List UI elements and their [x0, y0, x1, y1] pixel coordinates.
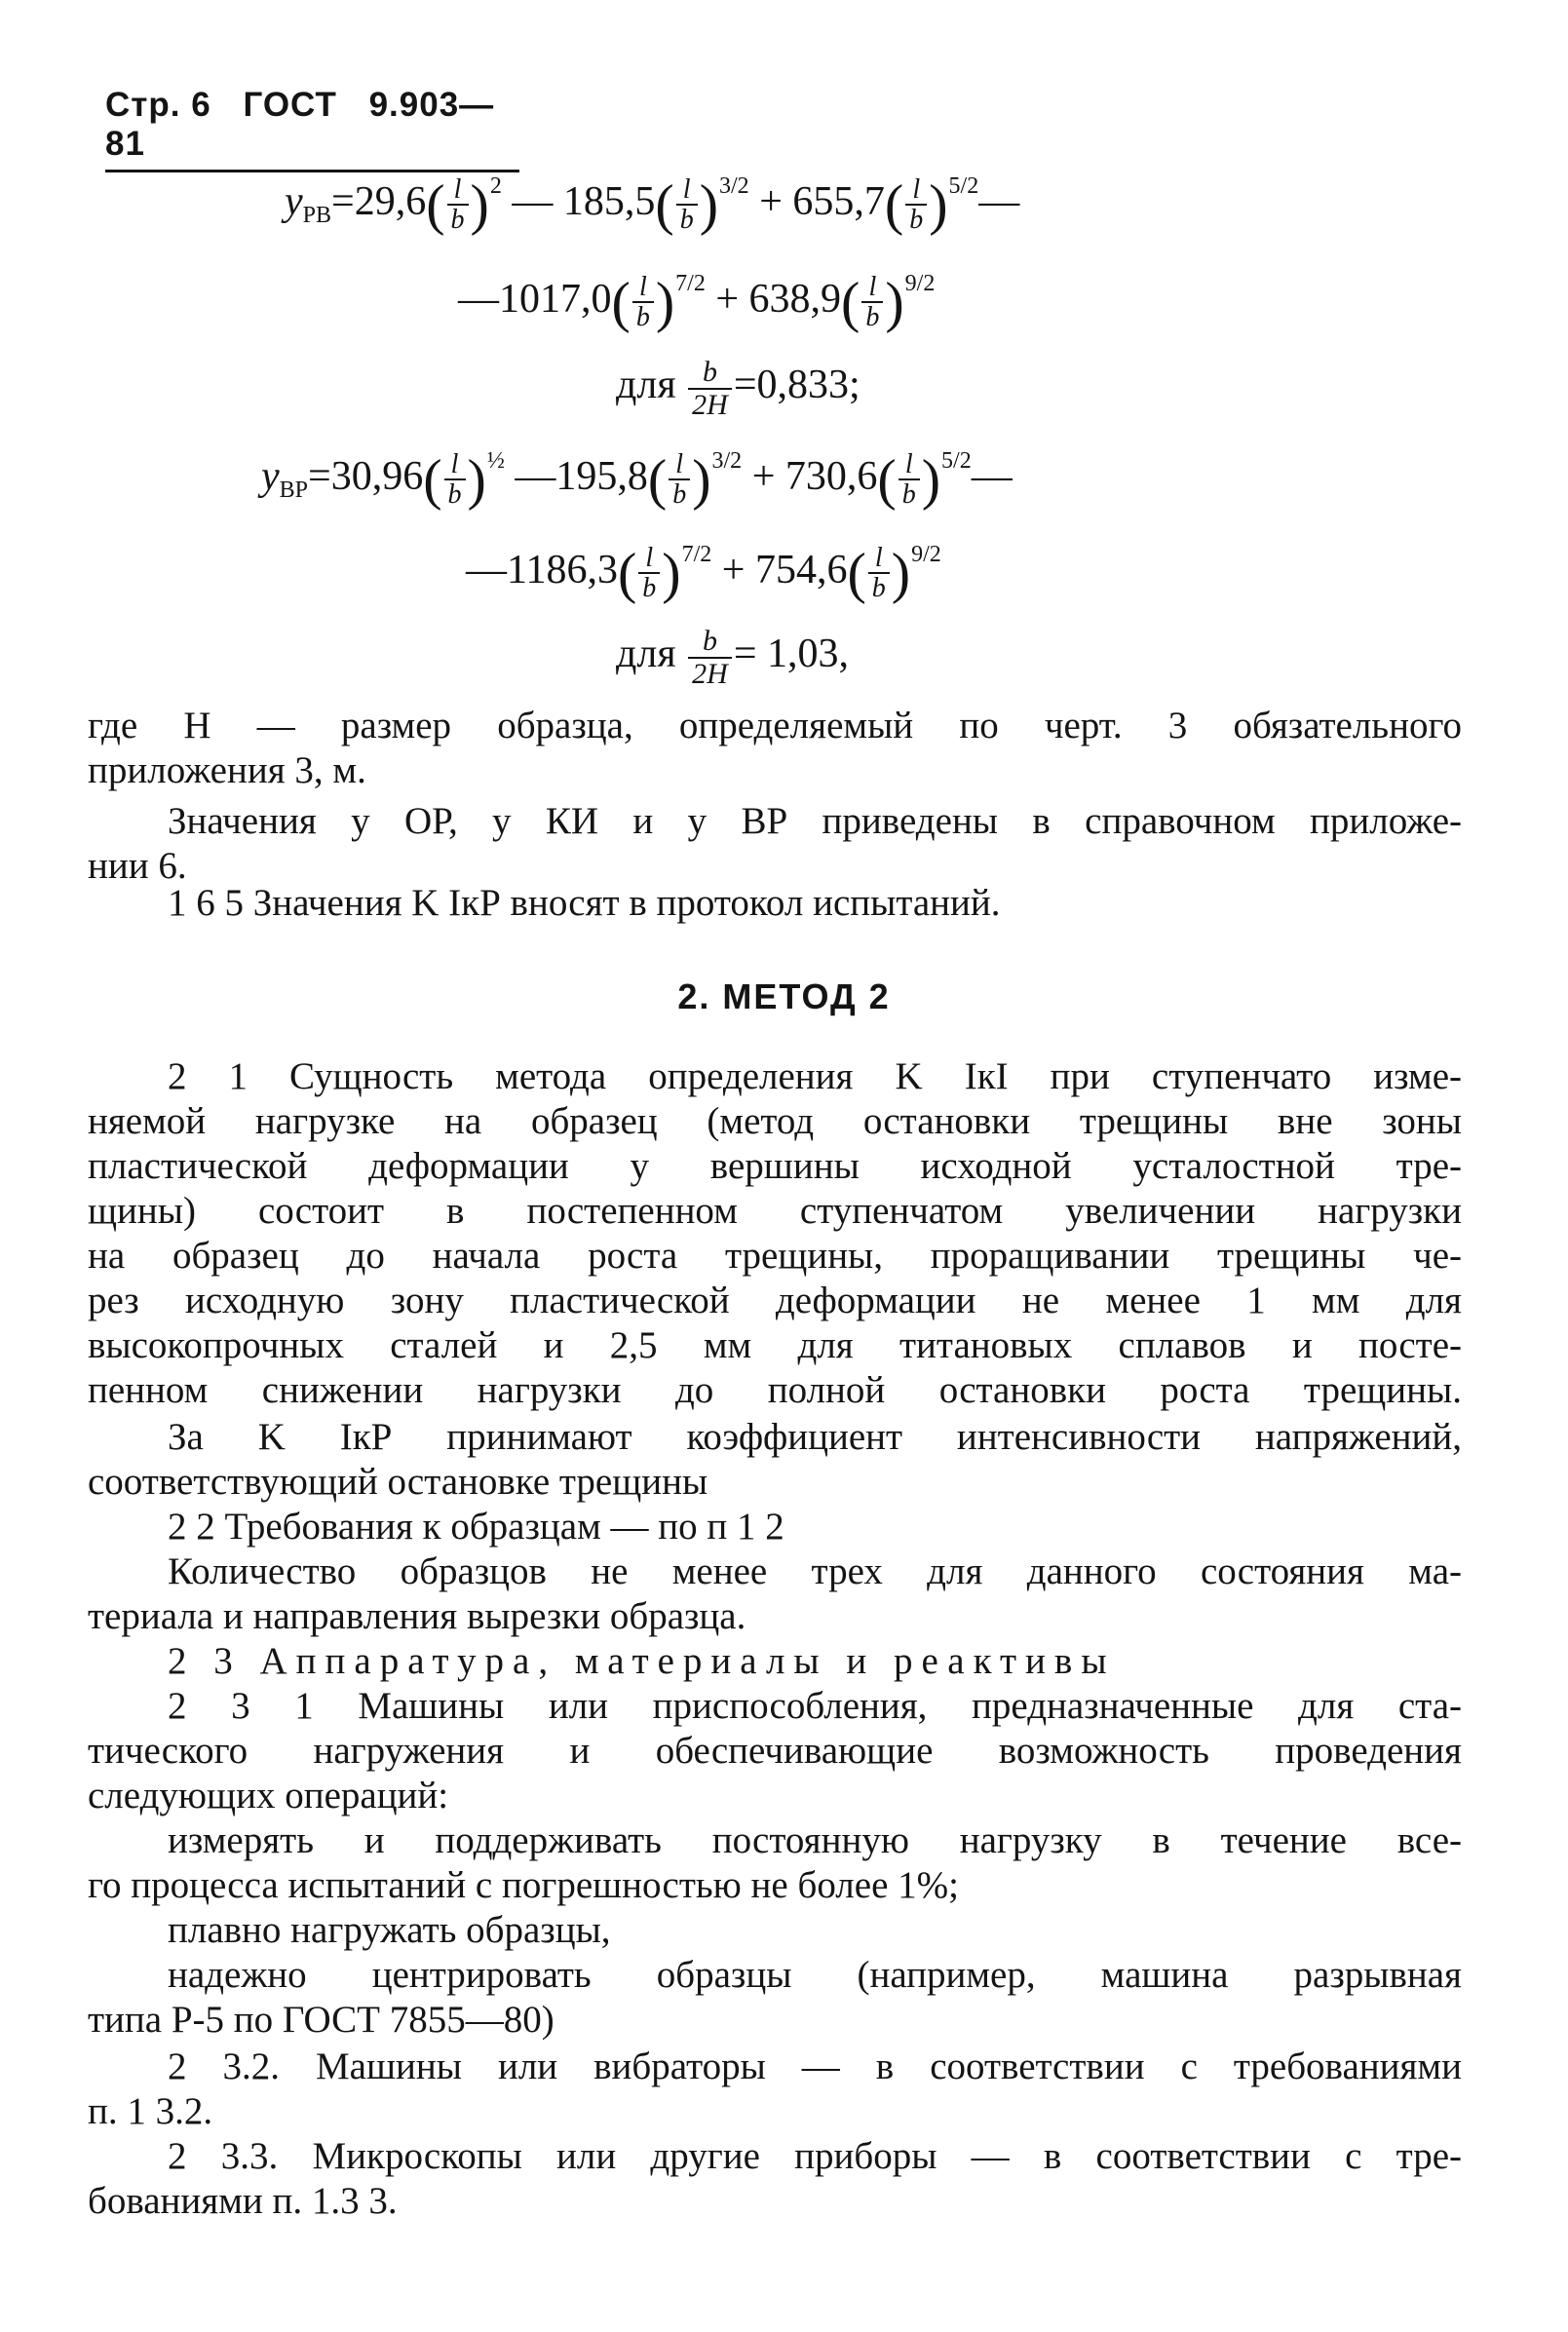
formula-2-condition: для $\frac{b}{2H}$ = 1,03,: [616, 625, 850, 690]
paragraph-1-6-5: 1 6 5 Значения K IкР вносят в протокол испытаний.: [168, 882, 1001, 924]
page-number: Стр. 6: [105, 86, 211, 124]
paragraph-values: Значения y ОР, y КИ и y ВР приведены в справочном приложе- нии 6.: [88, 800, 1462, 887]
paragraph-2-3: 2 3 Аппаратура, материалы и реактивы: [168, 1640, 1116, 1682]
formula-2-line-1: $y_{ВР}=30,96$( $\frac{l}{b}$ )$^{\frac{1}{2}}$ —195,8( $\frac{l}{b}$ )$^{3/2}$ + 730,6( $\frac{l}{b}$ )$^{5/2}$—: [261, 447, 1013, 512]
paragraph-2-2: 2 2 Требования к образцам — по п 1 2 Количество образцов не менее трех для данного состояния ма- териала и направления вырезки образца.: [88, 1506, 1462, 1637]
paragraph-2-1: 2 1 Сущность метода определения K IкI при ступенчато изме- няемой нагрузке на образец (метод остановки трещины вне зоны пластической деформации у вершины исходной усталостной тре- щины) состоит в постепенном ступенчатом увеличении нагрузки на образец до начала роста трещины, проращивании трещины че- рез исходную зону пластической деформации не менее 1 мм для высокопрочных сталей и 2,5 мм для титановых сплавов и посте- пенном снижении нагрузки до полной остановки роста трещины.: [88, 1055, 1462, 1411]
paragraph-where: где H — размер образца, определяемый по черт. 3 обязательного приложения 3, м.: [88, 705, 1462, 791]
page-header: [105, 86, 519, 172]
standard-number: 9.903—81: [105, 86, 495, 163]
standard-label: ГОСТ: [243, 86, 337, 124]
operations-list: измерять и поддерживать постоянную нагрузку в течение все- го процесса испытаний с погрешностью не более 1%; плавно нагружать образцы, надежно центрировать образцы (например, машина разрывная типа Р-5 по ГОСТ 7855—80): [88, 1819, 1462, 2041]
paragraph-2-3-3: 2 3.3. Микроскопы или другие приборы — в соответствии с тре- бованиями п. 1.3 3.: [88, 2135, 1462, 2222]
paragraph-2-1-kicr: За K IкР принимают коэффициент интенсивности напряжений, соответствующий остановке трещины: [88, 1416, 1462, 1503]
section-title: 2. МЕТОД 2: [677, 976, 891, 1016]
operation-item: надежно центрировать образцы (например, машина разрывная: [168, 1954, 1462, 1996]
formula-1-condition: для $\frac{b}{2H}$ =0,833;: [616, 356, 860, 421]
formula-2-line-2: —1186,3( $\frac{l}{b}$ )$^{7/2}$ + 754,6( $\frac{l}{b}$ )$^{9/2}$: [466, 541, 941, 605]
paragraph-2-3-2: 2 3.2. Машины или вибраторы — в соответствии с требованиями п. 1 3.2.: [88, 2045, 1462, 2132]
formula-1-line-1: $y_{РВ}=29,6$( $\frac{l}{b}$ )$^2$ — 185,5( $\frac{l}{b}$ )$^{3/2}$ + 655,7( $\frac{l}{b}$ )$^{5/2}$—: [285, 172, 1020, 237]
formula-1-line-2: —1017,0( $\frac{l}{b}$ )$^{7/2}$ + 638,9( $\frac{l}{b}$ )$^{9/2}$: [458, 270, 936, 334]
operation-item: измерять и поддерживать постоянную нагрузку в течение все-: [168, 1819, 1462, 1861]
operation-item: плавно нагружать образцы,: [168, 1909, 611, 1951]
paragraph-2-3-1: 2 3 1 Машины или приспособления, предназначенные для ста- тического нагружения и обеспечивающие возможность проведения следующих операций:: [88, 1685, 1462, 1816]
